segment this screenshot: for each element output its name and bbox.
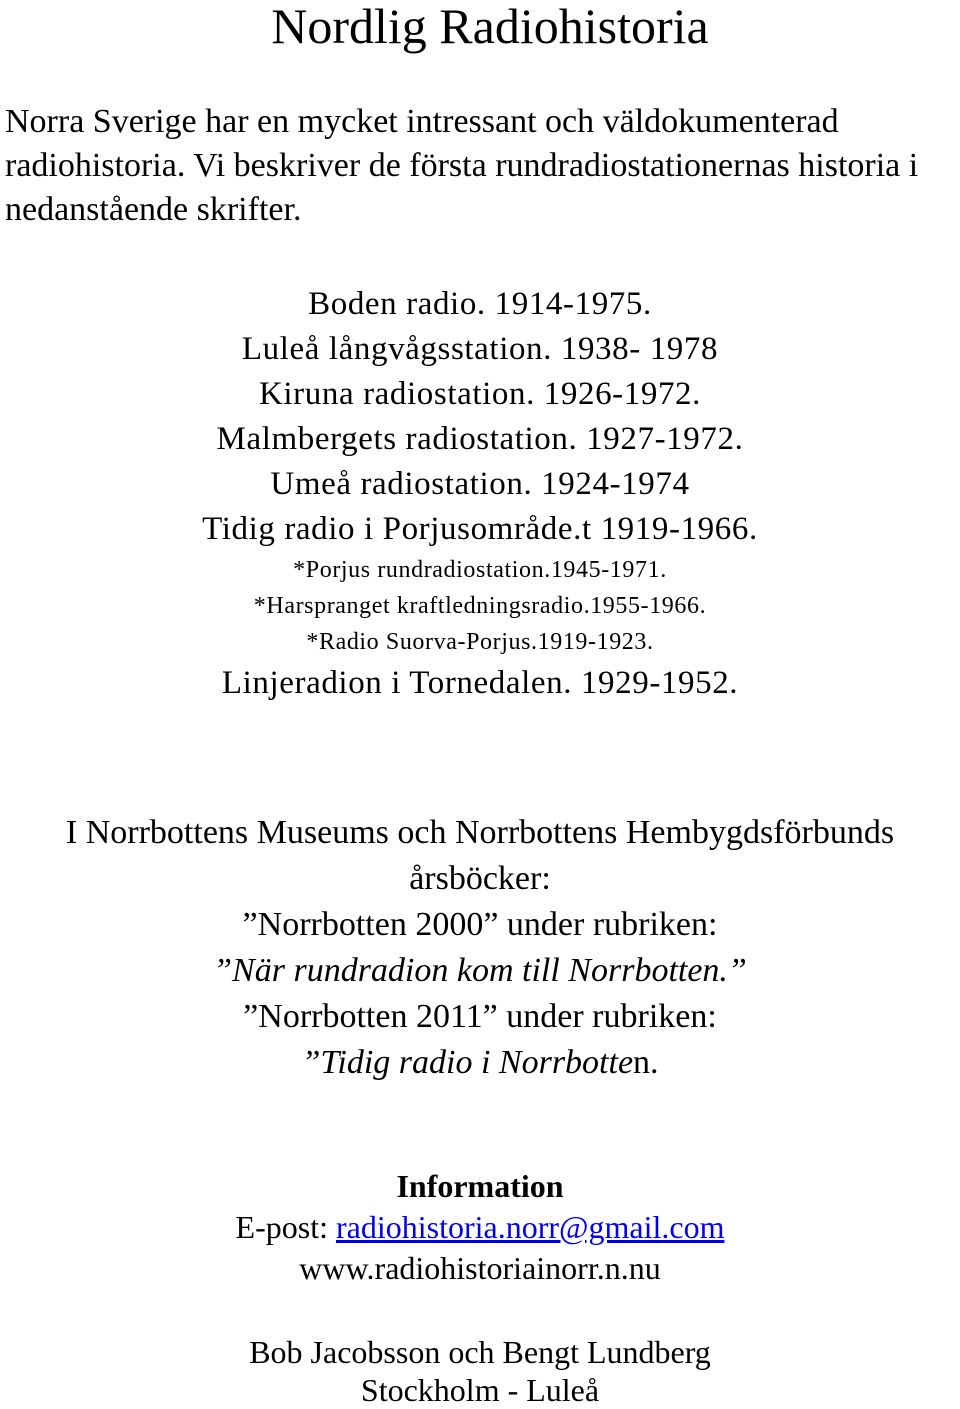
list-item: Luleå långvågsstation. 1938- 1978 [241,331,719,367]
authors-section [0,1333,960,1409]
page-title: Nordlig Radiohistoria [271,0,709,54]
yearbooks-line: I Norrbottens Museums och Norrbottens Hembygdsförbunds [65,814,895,851]
email-link[interactable]: radiohistoria.norr@gmail.com [335,1209,725,1245]
yearbooks-title-tail: n. [633,1044,659,1081]
yearbooks-line [0,1040,960,1086]
email-label: E-post: [235,1209,336,1245]
list-item: Linjeradion i Tornedalen. 1929-1952. [221,665,739,701]
station-list [0,282,960,706]
author-names: Bob Jacobsson och Bengt Lundberg [249,1334,711,1370]
yearbooks-line: årsböcker: [409,860,551,897]
yearbooks-line: ”Norrbotten 2011” under rubriken: [243,998,717,1035]
yearbooks-line: ”När rundradion kom till Norrbotten.” [213,952,747,989]
website-text: www.radiohistoriainorr.n.nu [299,1250,661,1286]
author-place: Stockholm - Luleå [360,1372,600,1408]
list-item: *Porjus rundradiostation.1945-1971. [293,557,667,583]
yearbooks-section [0,810,960,1086]
list-item: Tidig radio i Porjusområde.t 1919-1966. [202,511,758,547]
email-line [0,1207,960,1248]
list-item: *Harspranget kraftledningsradio.1955-1966. [253,593,707,619]
info-section [0,1166,960,1289]
yearbooks-italic-title: ”Tidig radio i Norrbotte [301,1044,634,1081]
yearbooks-line: ”Norrbotten 2000” under rubriken: [242,906,718,943]
info-heading: Information [396,1168,564,1204]
list-item: Umeå radiostation. 1924-1974 [270,466,690,502]
list-item: Malmbergets radiostation. 1927-1972. [216,421,744,457]
list-item: *Radio Suorva-Porjus.1919-1923. [306,629,654,655]
intro-paragraph: Norra Sverige har en mycket intressant och väldokumenterad radiohistoria. Vi beskriver de första rundradiostationernas historia i nedanstående skrifter. [5,103,919,228]
list-item: Kiruna radiostation. 1926-1972. [258,376,702,412]
list-item: Boden radio. 1914-1975. [308,286,652,322]
